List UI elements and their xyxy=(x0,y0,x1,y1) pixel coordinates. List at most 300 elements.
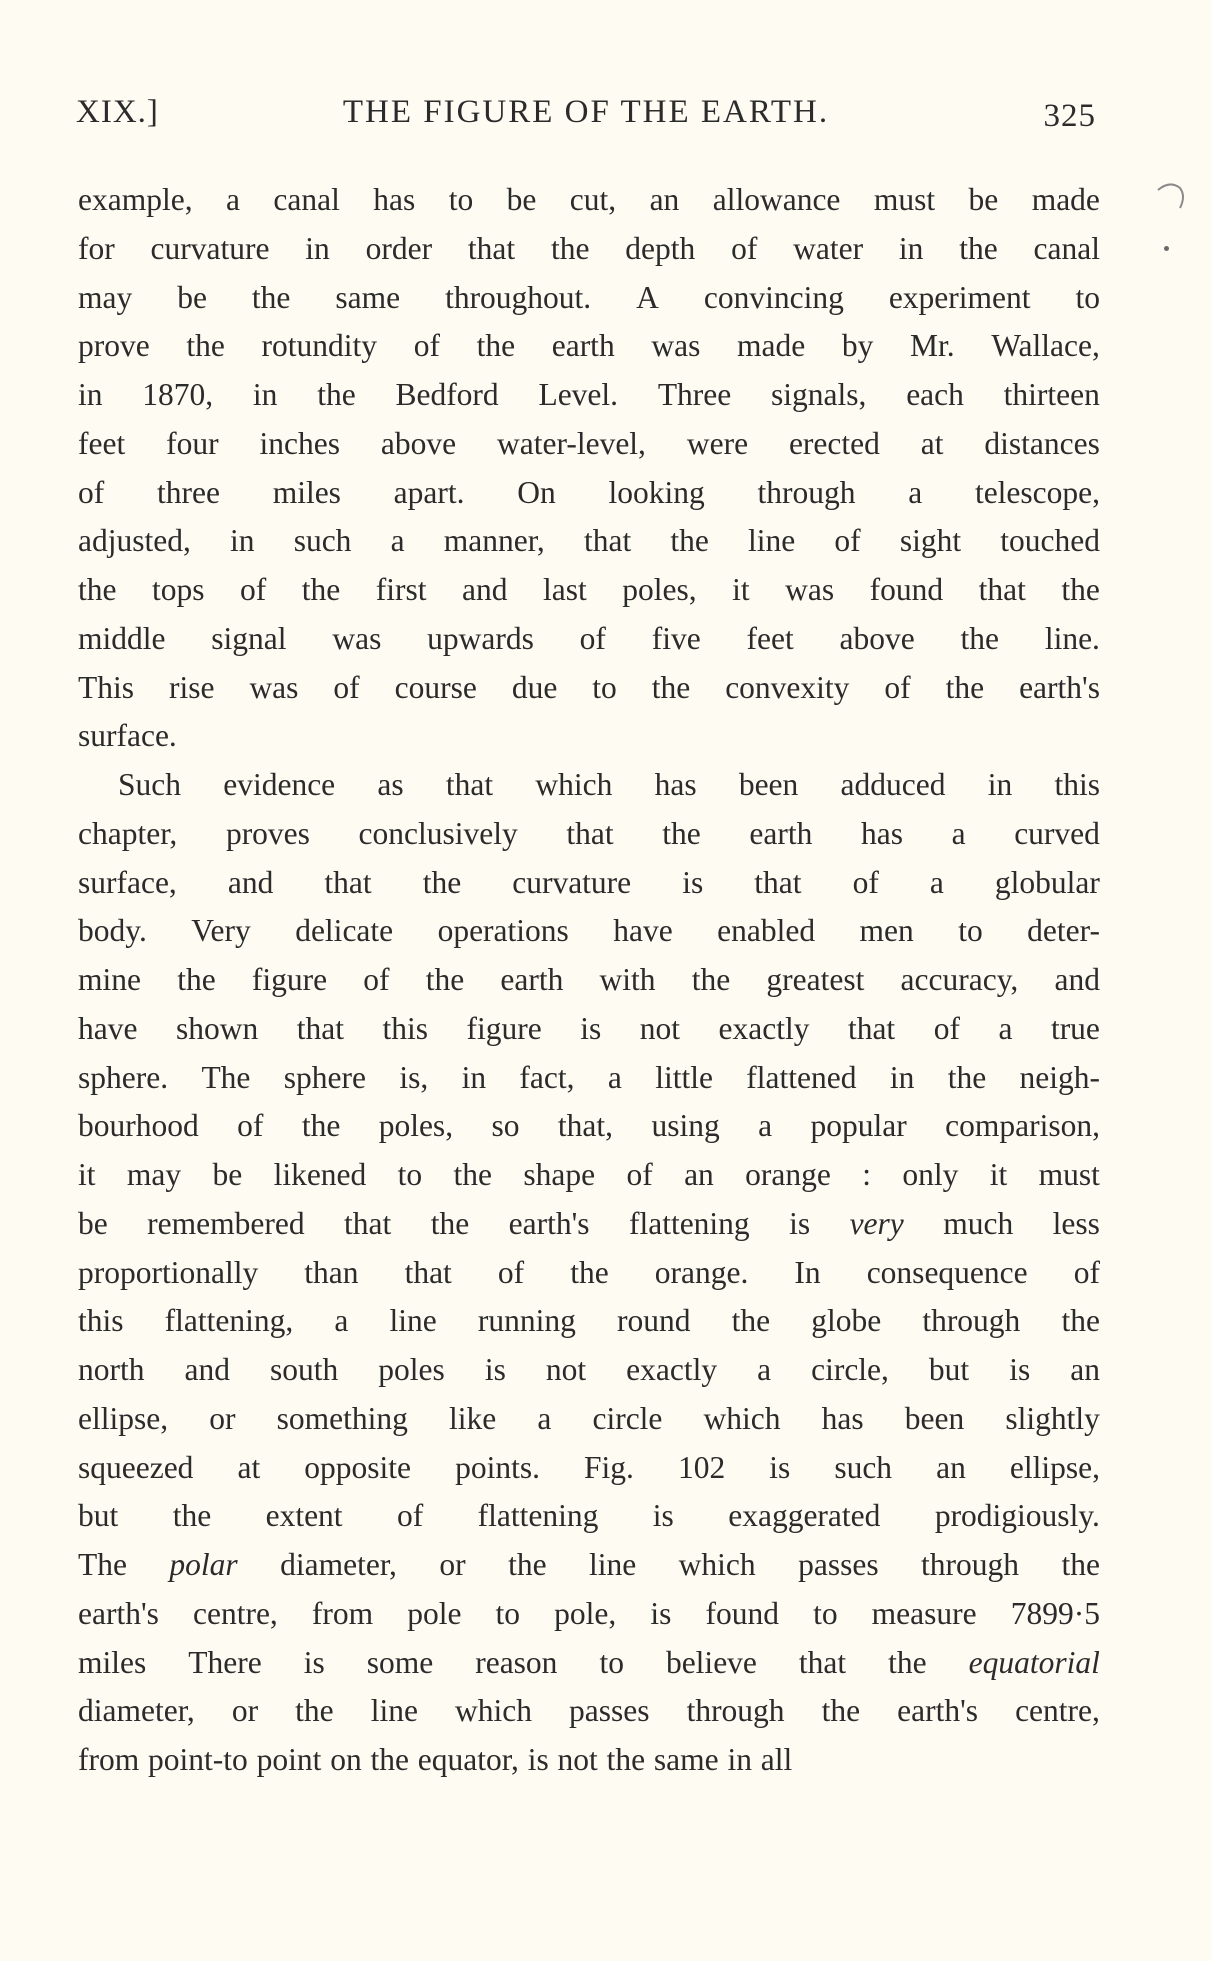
word: is xyxy=(580,1010,602,1046)
word: four xyxy=(166,425,219,461)
word: shown xyxy=(175,1010,259,1046)
text-line xyxy=(78,176,1100,225)
word: flattening xyxy=(477,1498,599,1534)
text-line xyxy=(78,1054,1100,1103)
word: or xyxy=(439,1547,466,1582)
word: made xyxy=(1031,182,1100,217)
word: the xyxy=(476,328,516,364)
word: tops xyxy=(151,572,205,607)
word: found xyxy=(869,572,944,607)
word: diameter, xyxy=(78,1693,195,1729)
word: may xyxy=(126,1157,182,1192)
word: signals, xyxy=(771,377,867,412)
word: water xyxy=(793,230,864,266)
word: exactly xyxy=(626,1352,718,1387)
word: In xyxy=(794,1254,821,1290)
text-line xyxy=(78,420,1100,469)
word: that xyxy=(583,523,632,559)
word: is xyxy=(789,1205,811,1241)
word: each xyxy=(906,377,964,412)
word: inches xyxy=(259,425,340,461)
word: a xyxy=(951,815,966,851)
word: such xyxy=(293,523,352,559)
text-line xyxy=(78,810,1100,859)
word: an xyxy=(649,182,680,217)
word: earth xyxy=(551,328,615,364)
word: in xyxy=(305,230,330,266)
word: was xyxy=(249,669,299,705)
word: to xyxy=(599,1644,624,1680)
margin-dot-mark xyxy=(1164,246,1169,251)
word: true xyxy=(1050,1010,1100,1046)
word: that xyxy=(754,864,802,900)
word: a xyxy=(226,182,240,217)
word: was xyxy=(651,328,701,364)
text-line xyxy=(78,469,1100,518)
word: proves xyxy=(225,815,310,851)
word: line. xyxy=(1044,620,1100,656)
word: point-to xyxy=(148,1742,248,1777)
word: is xyxy=(682,864,704,900)
word: the xyxy=(960,620,1000,656)
word: of xyxy=(933,1010,960,1046)
text-line xyxy=(78,1639,1100,1688)
word: were xyxy=(686,425,749,461)
word: at xyxy=(920,425,944,461)
text-line xyxy=(78,1005,1100,1054)
word: the xyxy=(78,572,117,607)
word: been xyxy=(738,767,799,802)
word: convexity xyxy=(725,669,850,705)
word: and xyxy=(1054,962,1100,997)
word: be xyxy=(212,1157,243,1192)
word: in xyxy=(252,377,278,412)
word: apart. xyxy=(393,474,465,510)
word: which xyxy=(535,767,613,802)
word: 102 xyxy=(677,1449,726,1485)
word: the xyxy=(422,864,462,900)
text-line xyxy=(78,859,1100,908)
word: has xyxy=(654,767,697,802)
text-line xyxy=(78,1151,1100,1200)
word: the xyxy=(301,1108,341,1144)
text-line xyxy=(78,1102,1100,1151)
word: miles xyxy=(272,474,341,510)
word: in xyxy=(78,377,103,412)
word: and xyxy=(227,864,274,900)
word: must xyxy=(1038,1157,1100,1192)
word: be xyxy=(506,182,537,217)
word: is xyxy=(303,1644,325,1680)
word: equator, xyxy=(417,1742,519,1777)
word: likened xyxy=(273,1157,367,1192)
word: it xyxy=(989,1157,1008,1192)
word: the xyxy=(662,815,701,851)
word: the xyxy=(453,1157,492,1192)
word: by xyxy=(841,328,874,364)
text-line xyxy=(78,1249,1100,1298)
text-line xyxy=(78,1346,1100,1395)
word: ellipse, xyxy=(78,1400,169,1436)
word: and xyxy=(461,572,508,607)
word: equatorial xyxy=(968,1644,1100,1680)
word: opposite xyxy=(304,1449,412,1485)
word: the xyxy=(301,572,341,607)
word: feet xyxy=(746,620,794,656)
word: using xyxy=(651,1108,720,1144)
word: the xyxy=(295,1693,334,1729)
text-line xyxy=(78,517,1100,566)
word: for xyxy=(78,230,115,266)
margin-bracket-mark xyxy=(1150,178,1194,222)
word: polar xyxy=(169,1547,238,1582)
word: the xyxy=(570,1254,609,1290)
word: operations xyxy=(437,913,569,949)
word: of xyxy=(240,572,267,607)
text-line xyxy=(78,566,1100,615)
word: the xyxy=(177,962,216,997)
word: only xyxy=(902,1157,959,1192)
word: the xyxy=(947,1059,987,1095)
word: curved xyxy=(1014,815,1100,851)
word: consequence xyxy=(866,1254,1028,1290)
word: has xyxy=(373,182,416,217)
text-line xyxy=(78,1200,1100,1249)
text-line xyxy=(78,907,1100,956)
word: round xyxy=(616,1303,691,1339)
word: a xyxy=(929,864,944,900)
text-line xyxy=(78,615,1100,664)
word: of xyxy=(396,1498,424,1534)
word: flattening xyxy=(628,1205,750,1241)
word: diameter, xyxy=(280,1547,397,1582)
word: the xyxy=(959,230,998,266)
word: to xyxy=(448,182,474,217)
word: exactly xyxy=(718,1010,810,1046)
word: of xyxy=(884,669,911,705)
word: earth's xyxy=(1019,669,1100,705)
word: is xyxy=(527,1742,549,1777)
word: a xyxy=(607,1059,622,1095)
word: due xyxy=(511,669,558,705)
word: shape xyxy=(523,1157,596,1192)
word: circle xyxy=(592,1400,663,1436)
text-line xyxy=(78,371,1100,420)
word: through xyxy=(686,1693,785,1729)
word: been xyxy=(904,1400,965,1436)
word: Very xyxy=(191,913,251,949)
word: of xyxy=(237,1108,264,1144)
word: that xyxy=(445,767,494,802)
word: in xyxy=(727,1742,752,1777)
word: in xyxy=(230,523,255,559)
text-line xyxy=(78,1736,1100,1785)
word: to xyxy=(397,1157,423,1192)
word: the xyxy=(172,1498,212,1534)
word: is xyxy=(652,1498,674,1534)
word: of xyxy=(78,474,105,510)
word: the xyxy=(550,230,590,266)
word: telescope, xyxy=(974,474,1100,510)
word: thirteen xyxy=(1003,377,1100,412)
word: be xyxy=(968,182,999,217)
word: The xyxy=(201,1059,251,1095)
word: on xyxy=(330,1742,362,1777)
word: not xyxy=(557,1742,598,1777)
word: middle xyxy=(78,620,166,656)
word: This xyxy=(78,669,135,705)
word: an xyxy=(936,1449,966,1485)
word: manner, xyxy=(443,523,545,559)
word: through xyxy=(757,474,856,510)
word: a xyxy=(390,523,405,559)
word: squeezed xyxy=(78,1449,194,1485)
word: found xyxy=(705,1595,779,1631)
word: looking xyxy=(608,474,705,510)
word: so xyxy=(491,1108,520,1144)
paragraph xyxy=(78,761,1100,1785)
word: to xyxy=(592,669,617,705)
word: that, xyxy=(557,1108,614,1144)
word: earth xyxy=(500,962,564,997)
word: canal xyxy=(1033,230,1100,266)
word: fact, xyxy=(519,1059,575,1095)
word: it xyxy=(78,1157,96,1192)
word: earth xyxy=(749,815,813,851)
word: less xyxy=(1052,1205,1100,1241)
word: evidence xyxy=(223,767,336,802)
word: greatest xyxy=(766,962,865,997)
word: accuracy, xyxy=(900,962,1019,997)
word: be xyxy=(177,279,207,315)
word: adduced xyxy=(840,767,946,802)
word: with xyxy=(599,962,656,997)
word: surface. xyxy=(78,718,177,754)
word: from xyxy=(311,1595,374,1631)
word: little xyxy=(655,1059,713,1095)
word: the xyxy=(1061,1547,1100,1582)
word: be xyxy=(78,1205,108,1241)
word: 7899·5 xyxy=(1010,1595,1100,1631)
word: is xyxy=(650,1595,672,1631)
word: the xyxy=(1061,572,1100,607)
word: sphere xyxy=(283,1059,366,1095)
page-number: 325 xyxy=(1043,98,1096,134)
word: of xyxy=(579,620,606,656)
word: convincing xyxy=(703,279,844,315)
word: The xyxy=(78,1547,127,1582)
word: a xyxy=(757,1352,772,1387)
word: of xyxy=(413,328,440,364)
word: measure xyxy=(871,1595,977,1631)
word: such xyxy=(834,1449,893,1485)
word: a xyxy=(537,1400,552,1436)
word: sphere. xyxy=(78,1059,169,1095)
word: delicate xyxy=(295,913,394,949)
word: of xyxy=(333,669,360,705)
word: this xyxy=(78,1303,124,1339)
word: line xyxy=(389,1303,437,1339)
word: example, xyxy=(78,182,193,217)
word: a xyxy=(908,474,923,510)
word: proportionally xyxy=(78,1254,259,1290)
text-line xyxy=(78,956,1100,1005)
word: : xyxy=(862,1157,871,1192)
body-text xyxy=(78,176,1100,1785)
text-line xyxy=(78,274,1100,323)
word: deter- xyxy=(1027,913,1100,949)
word: On xyxy=(517,474,556,510)
word: the xyxy=(425,962,465,997)
word: 1870, xyxy=(142,377,214,412)
word: and xyxy=(184,1352,230,1387)
word: circle, xyxy=(811,1352,889,1387)
word: passes xyxy=(569,1693,650,1729)
word: canal xyxy=(273,182,340,217)
word: centre, xyxy=(192,1595,278,1631)
word: prodigiously. xyxy=(934,1498,1100,1534)
word: is, xyxy=(399,1059,429,1095)
word: enabled xyxy=(717,913,816,949)
word: this xyxy=(1054,767,1100,802)
word: reason xyxy=(475,1644,558,1680)
word: of xyxy=(1073,1254,1100,1290)
word: this xyxy=(382,1010,428,1046)
word: cut, xyxy=(569,182,617,217)
word: the xyxy=(251,279,291,315)
word: rise xyxy=(168,669,215,705)
word: the xyxy=(691,962,731,997)
word: men xyxy=(859,913,914,949)
word: erected xyxy=(788,425,880,461)
word: figure xyxy=(251,962,328,997)
word: in xyxy=(987,767,1013,802)
word: a xyxy=(998,1010,1013,1046)
word: curvature xyxy=(150,230,270,266)
word: has xyxy=(860,815,903,851)
word: which xyxy=(703,1400,781,1436)
word: was xyxy=(785,572,835,607)
word: mine xyxy=(78,962,141,997)
word: or xyxy=(231,1693,259,1729)
word: touched xyxy=(1000,523,1100,559)
text-line xyxy=(78,712,1100,761)
text-line xyxy=(78,761,1100,810)
word: to xyxy=(1075,279,1100,315)
text-line xyxy=(78,1541,1100,1590)
word: first xyxy=(375,572,427,607)
word: of xyxy=(731,230,758,266)
word: exaggerated xyxy=(728,1498,881,1534)
word: Wallace, xyxy=(991,328,1100,364)
word: the xyxy=(1061,1303,1100,1339)
word: Level. xyxy=(538,377,619,412)
word: a xyxy=(334,1303,349,1339)
word: have xyxy=(78,1010,138,1046)
word: pole, xyxy=(554,1595,617,1631)
word: Three xyxy=(657,377,732,412)
word: very xyxy=(849,1205,904,1241)
word: as xyxy=(377,767,404,802)
word: flattened xyxy=(746,1059,857,1095)
word: adjusted, xyxy=(78,523,191,559)
word: that xyxy=(344,1205,392,1241)
word: line xyxy=(588,1547,637,1582)
word: in xyxy=(898,230,924,266)
word: not xyxy=(639,1010,680,1046)
word: a xyxy=(758,1108,773,1144)
word: was xyxy=(332,620,382,656)
word: like xyxy=(448,1400,497,1436)
text-line xyxy=(78,1590,1100,1639)
word: the xyxy=(186,328,225,364)
word: or xyxy=(209,1400,236,1436)
word: than xyxy=(304,1254,359,1290)
word: the xyxy=(731,1303,771,1339)
word: order xyxy=(365,230,433,266)
word: allowance xyxy=(712,182,841,217)
word: through xyxy=(921,1547,1020,1582)
word: A xyxy=(636,279,659,315)
word: which xyxy=(454,1693,532,1729)
word: may xyxy=(78,279,133,315)
word: throughout. xyxy=(445,279,592,315)
word: point xyxy=(256,1742,322,1777)
word: There xyxy=(188,1644,262,1680)
text-line xyxy=(78,1687,1100,1736)
word: distances xyxy=(984,425,1100,461)
text-line xyxy=(78,1444,1100,1493)
word: the xyxy=(606,1742,646,1777)
word: the xyxy=(651,669,691,705)
word: the xyxy=(508,1547,547,1582)
word: from xyxy=(78,1742,140,1777)
word: to xyxy=(495,1595,521,1631)
word: is xyxy=(1009,1352,1031,1387)
word: neigh- xyxy=(1019,1059,1100,1095)
word: that xyxy=(978,572,1026,607)
word: that xyxy=(566,815,614,851)
word: that xyxy=(847,1010,896,1046)
word: of xyxy=(497,1254,525,1290)
word: slightly xyxy=(1005,1400,1100,1436)
word: which xyxy=(678,1547,756,1582)
word: flattening, xyxy=(164,1303,294,1339)
word: an xyxy=(1070,1352,1100,1387)
word: is xyxy=(769,1449,791,1485)
word: rotundity xyxy=(261,328,378,364)
word: it xyxy=(732,572,750,607)
word: of xyxy=(363,962,390,997)
word: that xyxy=(404,1254,452,1290)
word: of xyxy=(626,1157,653,1192)
word: conclusively xyxy=(358,815,518,851)
word: south xyxy=(270,1352,339,1387)
word: Fig. xyxy=(584,1449,634,1485)
word: five xyxy=(651,620,701,656)
word: in xyxy=(889,1059,915,1095)
word: poles xyxy=(378,1352,445,1387)
word: figure xyxy=(466,1010,542,1046)
text-line xyxy=(78,664,1100,713)
word: must xyxy=(873,182,936,217)
word: experiment xyxy=(888,279,1031,315)
word: some xyxy=(366,1644,434,1680)
word: body. xyxy=(78,913,147,949)
word: extent xyxy=(265,1498,343,1534)
word: line xyxy=(370,1693,418,1729)
word: all xyxy=(760,1742,793,1777)
